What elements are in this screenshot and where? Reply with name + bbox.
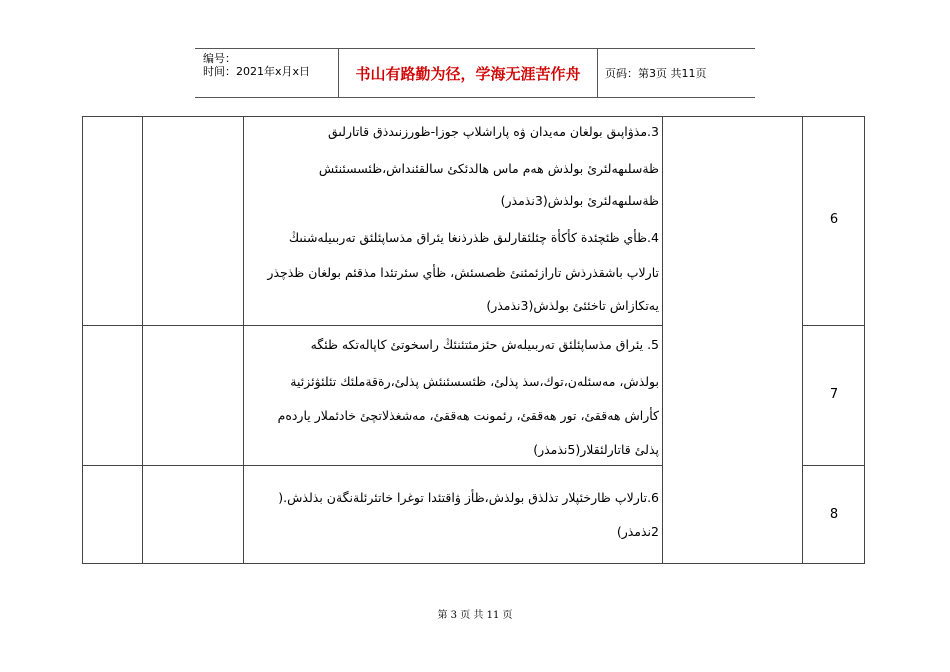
- row-text-line: ظةسلىهەلئرئ بولذش(3نذمذر): [500, 193, 659, 208]
- code-label: 编号：: [203, 52, 236, 65]
- row-text-line: 4.ظأي ظئچئدة كأكأة چئلئقارلىق ظذرذنغا يئراق مذساپئلئق تەربىيلەشنىڭ: [288, 230, 659, 245]
- row-text-line: 3.مذۋاپىق بولغان مەيدان ۋە پاراشلاپ جوزا-ظورزنىدذق قاتارلىق: [327, 124, 659, 139]
- row-text-line: بولذش، مەسئلەن،توك،سذ پذلئ، ظئسسئنئش پذلئ،رةقةملئك تئلئۋئزئية: [290, 374, 659, 389]
- page-header: [195, 48, 755, 98]
- table-divider: [142, 117, 143, 563]
- row-number: 7: [829, 387, 839, 402]
- row-divider: [82, 465, 662, 466]
- row-text-line: ظةسلىهەلئرئ بولذش هەم ماس هالدئكئ سالقئنداش،ظئسسئنئش: [318, 161, 659, 176]
- page-indicator: 页码：第3页 共11页: [605, 67, 707, 80]
- row-text-line: تارلاپ باشقذرذش تارازئمئنئ ظصسئش، ظأي سئرتئدا مذقئم بولغان ظذچذر: [267, 265, 659, 280]
- header-motto: 书山有路勤为径，学海无涯苦作舟: [338, 49, 598, 97]
- row-number: 8: [829, 507, 839, 522]
- page-footer: 第 3 页 共 11 页: [437, 610, 513, 621]
- row-text-line: يەتكازاش تاخئئئ بولذش(3نذمذر): [486, 298, 659, 313]
- row-text-line: 2نذمذر): [616, 524, 659, 539]
- row-divider: [82, 325, 662, 326]
- row-number: 6: [829, 212, 839, 227]
- table-divider: [802, 117, 803, 563]
- table-divider: [662, 117, 663, 563]
- row-text-line: 6.تارلاپ ظارخئپلار تذلذق بولذش،ظأز ۋاقتئدا توغرا خاتئرئلةنگةن بذلذش.(: [278, 490, 659, 505]
- row-text-line: پذلئ قاتارلئقلار(5نذمذر): [533, 442, 659, 457]
- table-border: [82, 117, 83, 563]
- table-border: [864, 117, 865, 563]
- time-label: 时间：2021年x月x日: [203, 65, 311, 78]
- row-text-line: كأراش هەققئ، تور هەققئ، رئمونت هەققئ، مەشغذلاتچئ خادئملار ياردەم: [277, 408, 659, 423]
- row-divider: [802, 325, 864, 326]
- row-text-line: 5. يئراق مذساپئلئق تەربىيلەش حئزمئتئنئڭ راسخوتئ كاپالەتكە ظئگە: [310, 337, 659, 352]
- row-divider: [802, 465, 864, 466]
- header-info: [195, 49, 338, 97]
